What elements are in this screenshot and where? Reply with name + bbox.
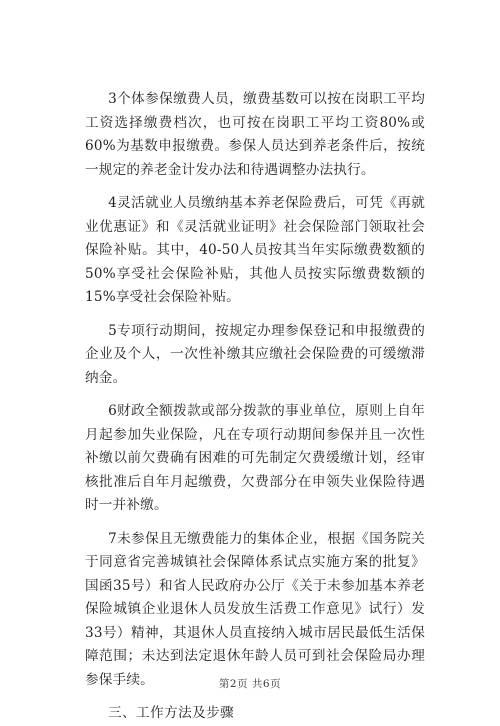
document-body xyxy=(85,88,425,726)
paragraph-7: 7未参保且无缴费能力的集体企业，根据《国务院关于同意省完善城镇社会保障体系试点实施方案的批复》国函35号）和省人民政府办公厅《关于未参加基本养老保险城镇企业退休人员发放生活费工作意见》试行）发33号）精神，其退休人员直接纳入城市居民最低生活保障范围；未达到法定退休年龄人员可到社会保险局办理参保手续。 xyxy=(85,530,425,688)
paragraph-4: 4灵活就业人员缴纳基本养老保险费后，可凭《再就业优惠证》和《灵活就业证明》社会保险部门领取社会保险补贴。其中，40-50人员按其当年实际缴费数额的50%享受社会保险补贴，其他人员按实际缴费数额的15%享受社会保险补贴。 xyxy=(85,195,425,305)
paragraph-3: 3个体参保缴费人员，缴费基数可以按在岗职工平均工资选择缴费档次，也可按在岗职工平均工资80%或60%为基数申报缴费。参保人员达到养老条件后，按统一规定的养老金计发办法和待遇调整办法执行。 xyxy=(85,91,425,178)
paragraph-5: 5专项行动期间，按规定办理参保登记和申报缴费的企业及个人，一次性补缴其应缴社会保险费的可缓缴滞纳金。 xyxy=(85,322,425,386)
paragraph-6: 6财政全额拨款或部分拨款的事业单位，原则上自年月起参加失业保险，凡在专项行动期间参保并且一次性补缴以前欠费确有困难的可先制定欠费缓缴计划，经审核批准后自年月起缴费，欠费部分在申领失业保险待遇时一并补缴。 xyxy=(85,403,425,513)
section-heading: 三、工作方法及步骤 xyxy=(108,705,235,721)
page-footer: 第2页 共6页 xyxy=(218,678,282,690)
